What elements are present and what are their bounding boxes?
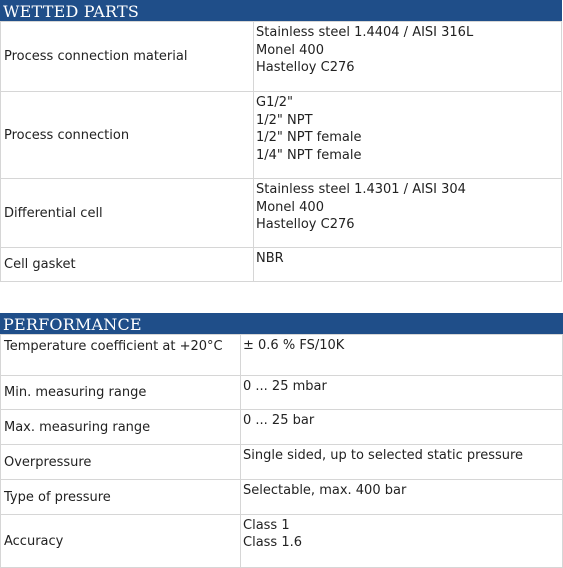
value-line: Class 1.6 — [243, 535, 303, 550]
row-label: Accuracy — [1, 515, 241, 568]
table-row — [1, 248, 562, 282]
value-line: Stainless steel 1.4301 / AISI 304 — [256, 182, 466, 197]
value-line: Single sided, up to selected static pressure — [243, 448, 524, 463]
value-line: Selectable, max. 400 bar — [243, 483, 407, 498]
row-value — [241, 376, 563, 410]
value-line: 1/2" NPT female — [256, 130, 362, 145]
row-value — [241, 445, 563, 480]
table-row — [1, 22, 562, 92]
row-value — [254, 248, 562, 282]
row-value — [254, 179, 562, 248]
row-label: Overpressure — [1, 445, 241, 480]
value-line: Hastelloy C276 — [256, 217, 355, 232]
performance-table — [0, 334, 563, 568]
row-value — [254, 92, 562, 179]
row-label: Process connection — [1, 92, 254, 179]
table-row — [1, 410, 563, 445]
value-line: 1/4" NPT female — [256, 147, 362, 163]
table-row — [1, 335, 563, 376]
value-line: Class 1 — [243, 518, 290, 533]
row-label: Process connection material — [1, 22, 254, 92]
wetted-parts-header: WETTED PARTS — [0, 0, 562, 21]
row-label: Cell gasket — [1, 248, 254, 282]
value-line: ± 0.6 % FS/10K — [243, 338, 345, 353]
row-label: Temperature coefficient at +20°C — [1, 335, 241, 376]
value-line: Stainless steel 1.4404 / AISI 316L — [256, 25, 474, 40]
row-label: Type of pressure — [1, 480, 241, 515]
table-row — [1, 445, 563, 480]
value-line: Monel 400 — [256, 199, 324, 215]
table-row — [1, 92, 562, 179]
wetted-parts-section — [0, 0, 562, 282]
value-line: Hastelloy C276 — [256, 60, 355, 75]
row-label: Max. measuring range — [1, 410, 241, 445]
row-value — [241, 335, 563, 376]
row-label: Differential cell — [1, 179, 254, 248]
row-value — [254, 22, 562, 92]
table-row — [1, 515, 563, 568]
performance-header: PERFORMANCE — [0, 313, 563, 334]
table-row — [1, 480, 563, 515]
row-value — [241, 515, 563, 568]
value-line: 1/2" NPT — [256, 112, 313, 128]
performance-section — [0, 313, 563, 568]
value-line: NBR — [256, 251, 284, 266]
value-line: 0 ... 25 mbar — [243, 379, 327, 394]
table-row — [1, 179, 562, 248]
row-value — [241, 410, 563, 445]
row-label: Min. measuring range — [1, 376, 241, 410]
row-value — [241, 480, 563, 515]
value-line: G1/2" — [256, 95, 293, 110]
table-row — [1, 376, 563, 410]
value-line: Monel 400 — [256, 42, 324, 58]
wetted-parts-table — [0, 21, 562, 282]
value-line: 0 ... 25 bar — [243, 413, 315, 428]
